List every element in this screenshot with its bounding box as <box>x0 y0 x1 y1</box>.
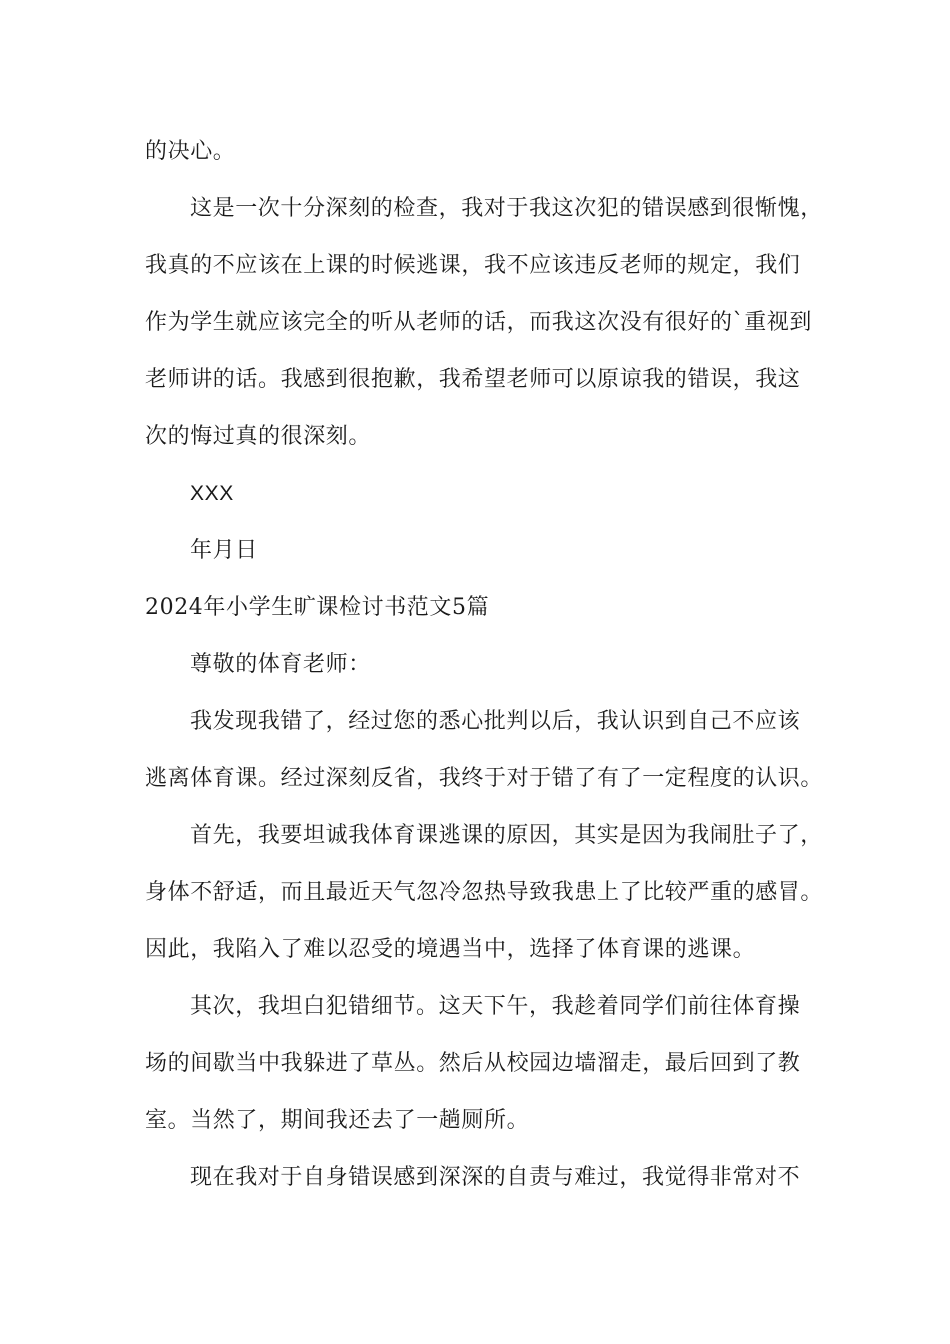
paragraph-line: 现在我对于自身错误感到深深的自责与难过，我觉得非常对不 <box>190 1165 801 1190</box>
paragraph-line: 因此，我陷入了难以忍受的境遇当中，选择了体育课的逃课。 <box>145 937 756 962</box>
paragraph-line: 首先，我要坦诚我体育课逃课的原因，其实是因为我闹肚子了， <box>190 823 823 848</box>
paragraph-line: 老师讲的话。我感到很抱歉，我希望老师可以原谅我的错误，我这 <box>145 367 801 392</box>
paragraph-line: 身体不舒适，而且最近天气忽冷忽热导致我患上了比较严重的感冒。 <box>145 880 824 905</box>
paragraph-line: 的决心。 <box>145 139 236 164</box>
paragraph-line: 作为学生就应该完全的听从老师的话，而我这次没有很好的`重视到 <box>145 310 813 335</box>
paragraph-line: 其次，我坦白犯错细节。这天下午，我趁着同学们前往体育操 <box>190 994 801 1019</box>
paragraph-line: 这是一次十分深刻的检查，我对于我这次犯的错误感到很惭愧， <box>190 196 823 221</box>
paragraph-line: 次的悔过真的很深刻。 <box>145 424 372 449</box>
signature-name: XXX <box>190 482 234 505</box>
paragraph-line: 我真的不应该在上课的时候逃课，我不应该违反老师的规定，我们 <box>145 253 801 278</box>
paragraph-line: 我发现我错了，经过您的悉心批判以后，我认识到自己不应该 <box>190 709 801 734</box>
salutation: 尊敬的体育老师： <box>190 652 371 677</box>
paragraph-line: 逃离体育课。经过深刻反省，我终于对于错了有了一定程度的认识。 <box>145 766 824 791</box>
paragraph-line: 室。当然了，期间我还去了一趟厕所。 <box>145 1108 530 1133</box>
signature-date: 年月日 <box>190 538 258 563</box>
paragraph-line: 场的间歇当中我躲进了草丛。然后从校园边墙溜走，最后回到了教 <box>145 1051 801 1076</box>
section-title: 2024年小学生旷课检讨书范文5篇 <box>145 595 490 620</box>
